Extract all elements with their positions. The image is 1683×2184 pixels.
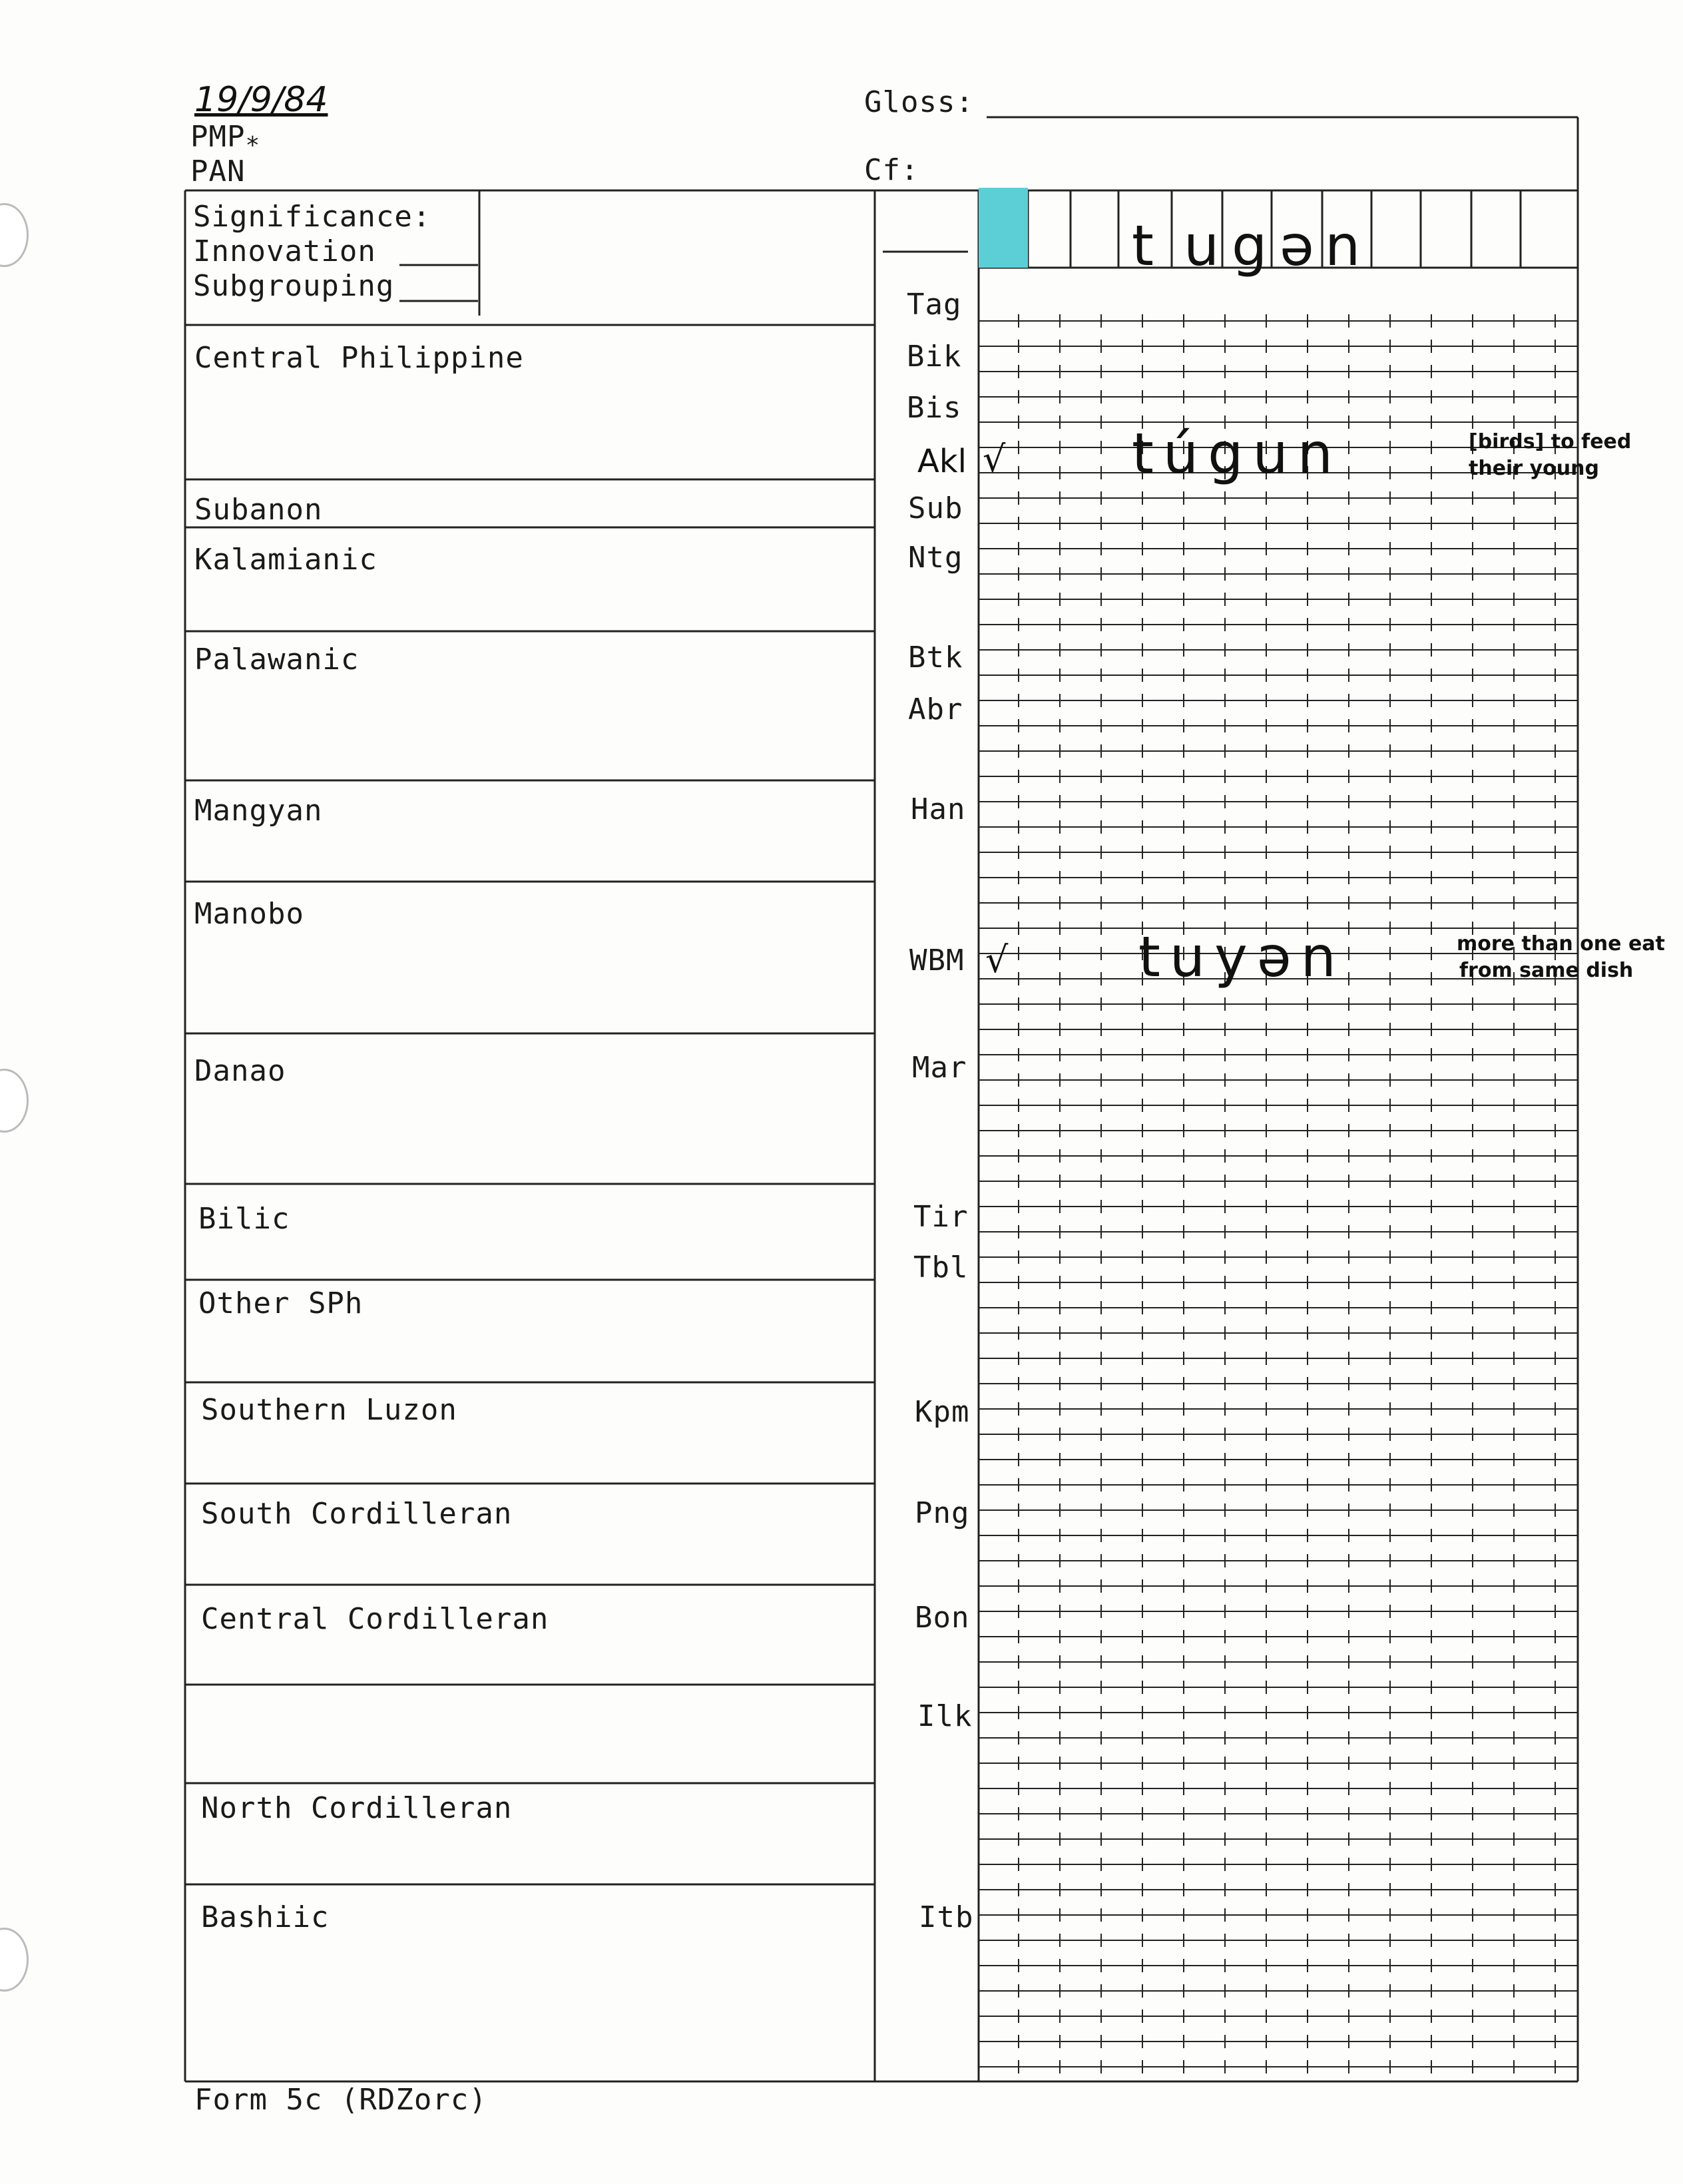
group-name: Southern Luzon [201, 1393, 457, 1427]
lang-code: Png [915, 1496, 970, 1530]
asterisk: * [245, 132, 261, 159]
highlight-cell [979, 188, 1028, 268]
group-name: Mangyan [194, 794, 323, 828]
lang-code: Ntg [908, 541, 963, 575]
reconstruction-letter: g [1232, 213, 1268, 278]
check-mark: √ [985, 939, 1009, 981]
group-name: Central Cordilleran [201, 1602, 549, 1636]
lang-code: WBM [909, 944, 965, 977]
lang-code: Bis [907, 391, 962, 425]
innovation-label: Innovation [193, 234, 376, 268]
reconstruction-letter: ə [1280, 213, 1314, 278]
cf-label: Cf: [864, 153, 919, 187]
entry-form: tuyən [1138, 924, 1345, 989]
significance-title: Significance: [193, 200, 431, 234]
group-name: Other SPh [198, 1286, 363, 1320]
lang-code: Sub [908, 491, 963, 525]
lang-code: Ilk [917, 1699, 973, 1733]
lang-code: Akl [917, 443, 967, 480]
lang-code: Kpm [915, 1395, 970, 1429]
lang-code: Tir [913, 1200, 969, 1234]
lang-code: Itb [919, 1900, 974, 1934]
group-name: Palawanic [194, 643, 360, 677]
group-name: Manobo [194, 897, 304, 931]
reconstruction-letter: n [1325, 213, 1361, 278]
lang-code: Mar [912, 1051, 967, 1085]
gloss-label: Gloss: [864, 85, 974, 119]
lang-code: Bik [907, 340, 962, 374]
entry-form: túgun [1132, 421, 1342, 486]
lang-code: Btk [908, 641, 963, 675]
group-name: Danao [194, 1054, 286, 1088]
entry-gloss: their young [1469, 457, 1599, 480]
reconstruction-letter: t [1132, 213, 1154, 278]
group-name: Bashiic [201, 1900, 330, 1934]
group-name: Bilic [198, 1202, 290, 1236]
lang-code: Abr [908, 692, 963, 726]
entry-gloss: more than one eat [1457, 932, 1665, 956]
subgrouping-label: Subgrouping [193, 269, 395, 303]
pmp-label: $PMP_*$ [190, 120, 261, 159]
group-name: South Cordilleran [201, 1497, 513, 1531]
reconstruction-letter: u [1184, 213, 1220, 278]
lang-code: Bon [915, 1601, 970, 1635]
entry-gloss: from same dish [1459, 959, 1634, 982]
group-name: North Cordilleran [201, 1791, 513, 1825]
group-name: Subanon [194, 493, 323, 527]
group-name: Kalamianic [194, 543, 377, 577]
lang-code: Tag [907, 288, 962, 322]
group-name: Central Philippine [194, 341, 524, 375]
lang-code: Han [911, 792, 966, 826]
pan-label: PAN [190, 154, 246, 188]
entry-gloss: [birds] to feed [1469, 430, 1632, 453]
form-footer: Form 5c (RDZorc) [194, 2083, 487, 2117]
check-mark: √ [983, 438, 1006, 480]
date: 19/9/84 [194, 80, 328, 120]
lang-code: Tbl [913, 1250, 969, 1284]
